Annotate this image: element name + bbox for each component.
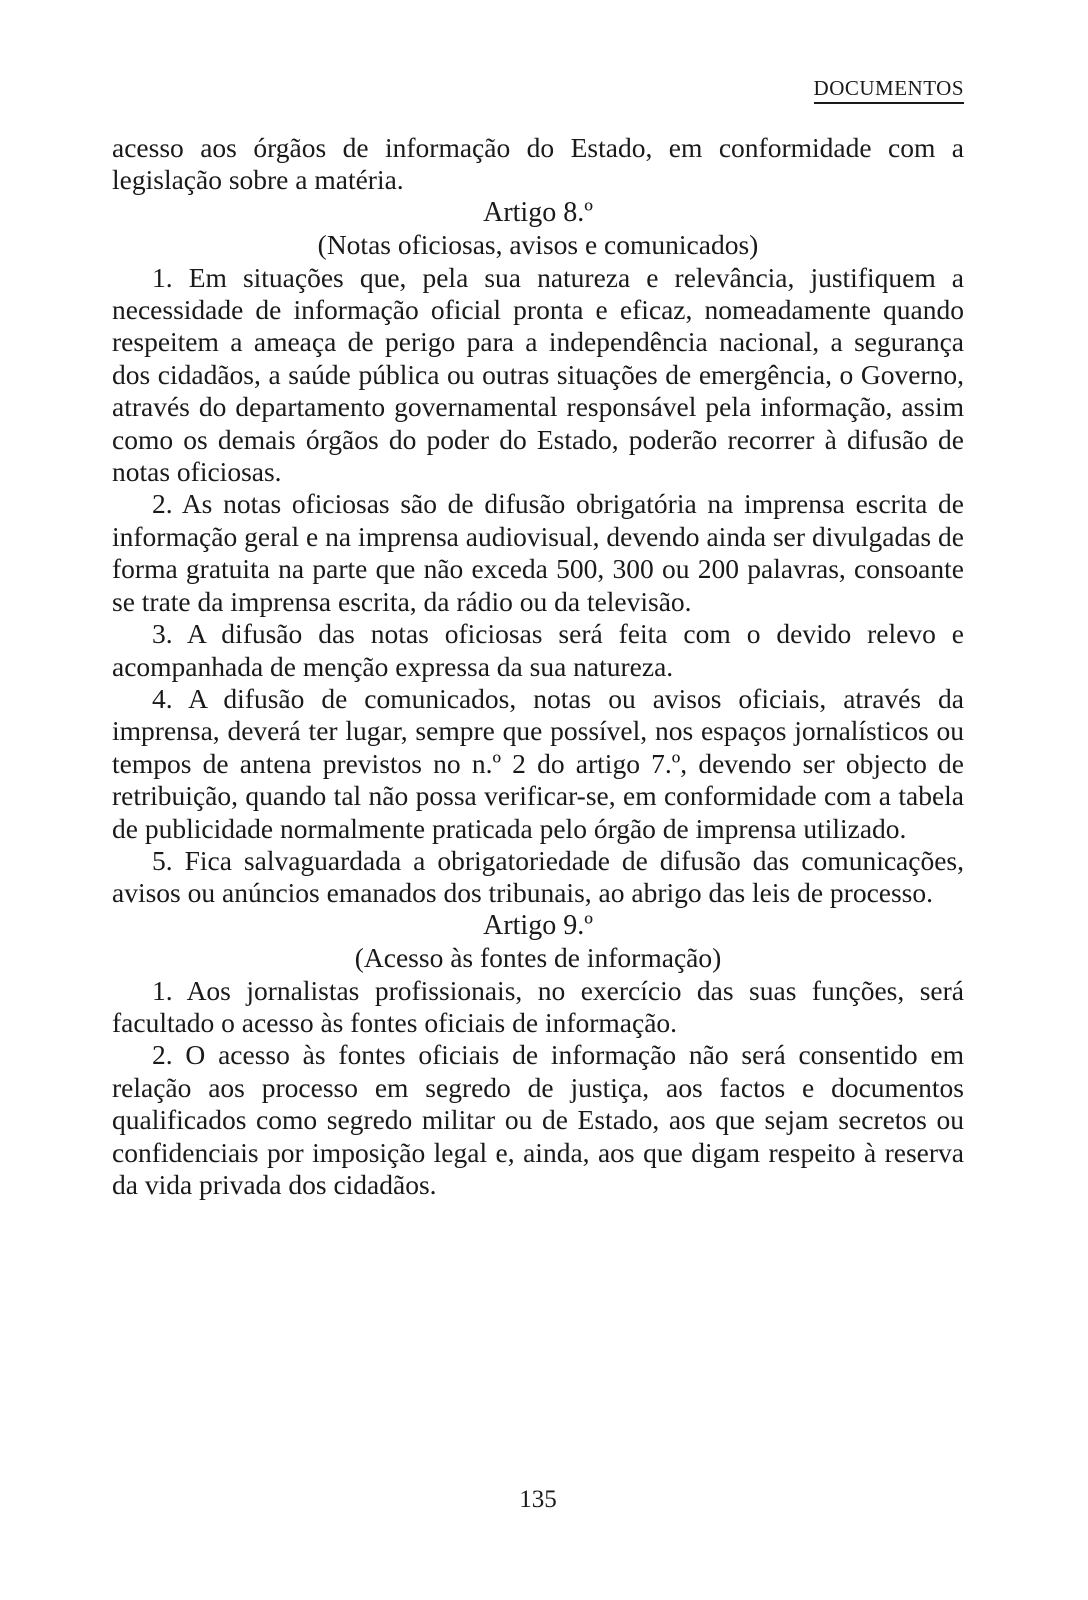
document-page (112, 0, 964, 1600)
continuation-paragraph: acesso aos órgãos de informação do Estado, em conformidade com a legislação sobre a matéria. (112, 132, 964, 196)
article-8-heading: Artigo 8.º (483, 196, 593, 228)
article-8-subtitle: (Notas oficiosas, avisos e comunicados) (317, 229, 759, 261)
article-8-paragraph-5: 5. Fica salvaguardada a obrigatoriedade de difusão das comunicações, avisos ou anúncios emanados dos tribunais, ao abrigo das leis de processo. (112, 844, 964, 909)
article-9-heading: Artigo 9.º (483, 909, 593, 941)
article-8-paragraph-1: 1. Em situações que, pela sua natureza e relevância, justifiquem a necessidade de informação oficial pronta e eficaz, nomeadamente quando respeitem a ameaça de perigo para a independência nacional, a segurança dos cidadãos, a saúde pública ou outras situações de emergência, o Governo, através do departamento governamental responsável pela informação, assim como os demais órgãos do poder do Estado, poderão recorrer à difusão de notas oficiosas. (112, 261, 964, 488)
article-8-paragraph-2: 2. As notas oficiosas são de difusão obrigatória na imprensa escrita de informação geral e na imprensa audiovisual, devendo ainda ser divulgadas de forma gratuita na parte que não exceda 500, 300 ou 200 palavras, consoante se trate da imprensa escrita, da rádio ou da televisão. (112, 488, 964, 617)
article-9-subtitle: (Acesso às fontes de informação) (354, 942, 722, 974)
article-8-paragraph-3: 3. A difusão das notas oficiosas será feita com o devido relevo e acompanhada de menção expressa da sua natureza. (112, 618, 964, 682)
article-9-paragraph-2: 2. O acesso às fontes oficiais de informação não será consentido em relação aos processo em segredo de justiça, aos factos e documentos qualificados como segredo militar ou de Estado, aos que sejam secretos ou confidenciais por imposição legal e, ainda, aos que digam respeito à reserva da vida privada dos cidadãos. (112, 1039, 964, 1200)
article-8-paragraph-4: 4. A difusão de comunicados, notas ou avisos oficiais, através da imprensa, deverá ter lugar, sempre que possível, nos espaços jornalísticos ou tempos de antena previstos no n.º 2 do artigo 7.º, devendo ser objecto de retribuição, quando tal não possa verificar-se, em conformidade com a tabela de publicidade normalmente praticada pelo órgão de imprensa utilizado. (112, 682, 964, 844)
page-number: 135 (519, 1486, 557, 1513)
body-text (112, 132, 964, 1201)
running-header: DOCUMENTOS (814, 75, 964, 104)
article-9-paragraph-1: 1. Aos jornalistas profissionais, no exercício das suas funções, será facultado o acesso às fontes oficiais de informação. (112, 974, 964, 1038)
